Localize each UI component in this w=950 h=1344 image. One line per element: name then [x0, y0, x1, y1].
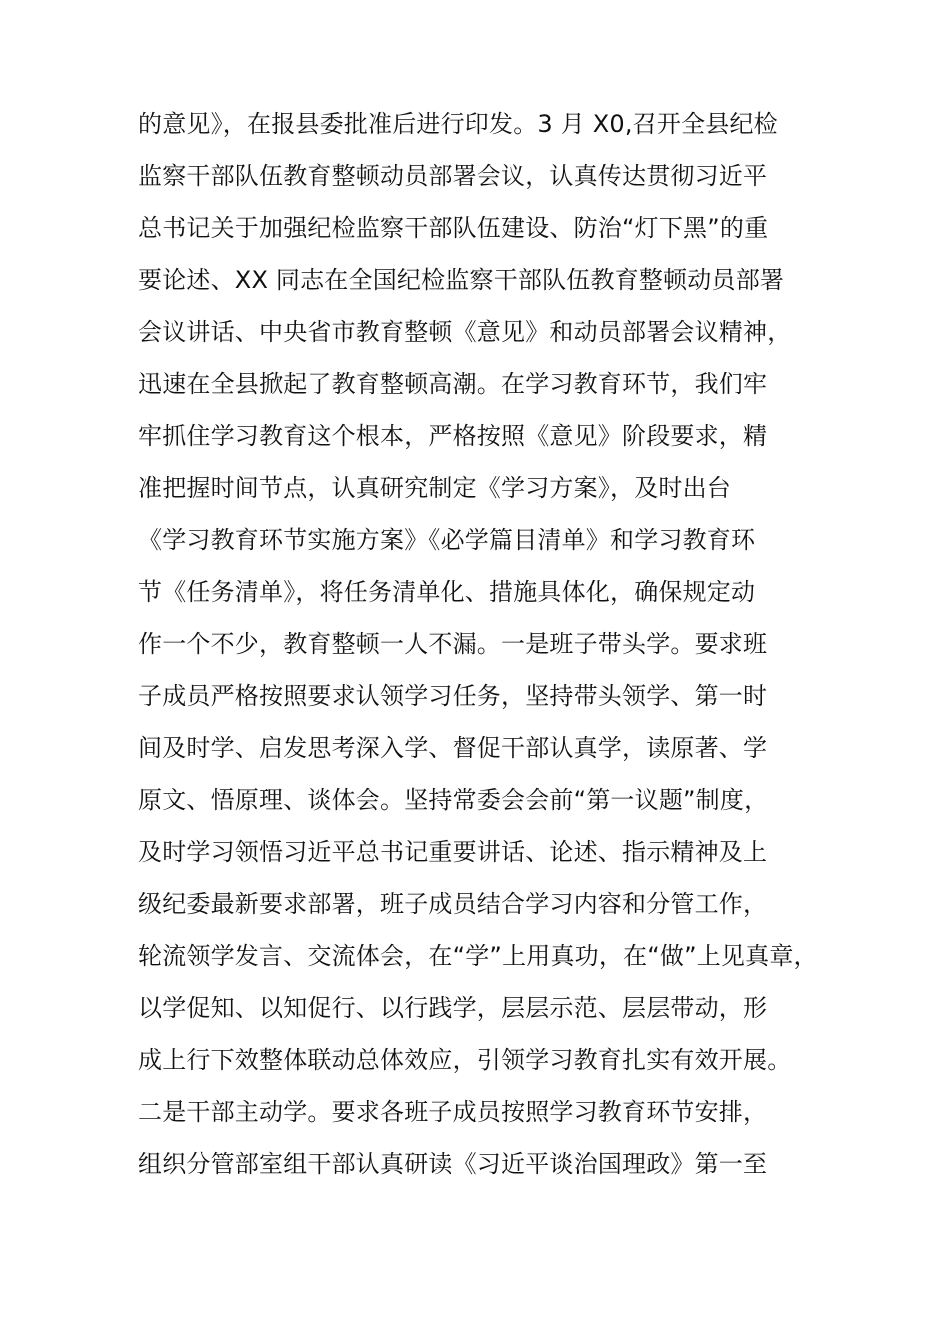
text-line: 总书记关于加强纪检监察干部队伍建设、防治“灯下黑”的重 — [138, 214, 769, 242]
text-line: 二是干部主动学。要求各班子成员按照学习教育环节安排， — [138, 1098, 768, 1126]
text-line: 成上行下效整体联动总体效应，引领学习教育扎实有效开展。 — [138, 1046, 792, 1074]
text-line: 准把握时间节点，认真研究制定《学习方案》，及时出台 — [138, 474, 731, 502]
text-line: 牢抓住学习教育这个根本，严格按照《意见》阶段要求，精 — [138, 422, 768, 450]
text-line: 要论述、XX 同志在全国纪检监察干部队伍教育整顿动员部署 — [138, 266, 785, 294]
text-line: 迅速在全县掀起了教育整顿高潮。在学习教育环节，我们牢 — [138, 370, 768, 398]
text-line: 级纪委最新要求部署，班子成员结合学习内容和分管工作， — [138, 890, 768, 918]
text-line: 原文、悟原理、谈体会。坚持常委会会前“第一议题”制度， — [138, 786, 769, 814]
body-text — [138, 98, 838, 1190]
text-line: 间及时学、启发思考深入学、督促干部认真学，读原著、学 — [138, 734, 768, 762]
text-line: 及时学习领悟习近平总书记重要讲话、论述、指示精神及上 — [138, 838, 768, 866]
text-line: 节《任务清单》，将任务清单化、措施具体化，确保规定动 — [138, 578, 756, 606]
text-line: 组织分管部室组干部认真研读《习近平谈治国理政》第一至 — [138, 1150, 768, 1178]
text-line: 监察干部队伍教育整顿动员部署会议，认真传达贯彻习近平 — [138, 162, 768, 190]
text-line: 子成员严格按照要求认领学习任务，坚持带头领学、第一时 — [138, 682, 768, 710]
text-line: 以学促知、以知促行、以行践学，层层示范、层层带动，形 — [138, 994, 768, 1022]
text-line: 轮流领学发言、交流体会，在“学”上用真功，在“做”上见真章， — [138, 942, 818, 970]
text-line: 的意见》，在报县委批准后进行印发。3 月 X0,召开全县纪检 — [138, 110, 778, 138]
text-line: 会议讲话、中央省市教育整顿《意见》和动员部署会议精神， — [138, 318, 792, 346]
text-line: 《学习教育环节实施方案》《必学篇目清单》和学习教育环 — [138, 526, 756, 554]
text-line: 作一个不少，教育整顿一人不漏。一是班子带头学。要求班 — [138, 630, 768, 658]
